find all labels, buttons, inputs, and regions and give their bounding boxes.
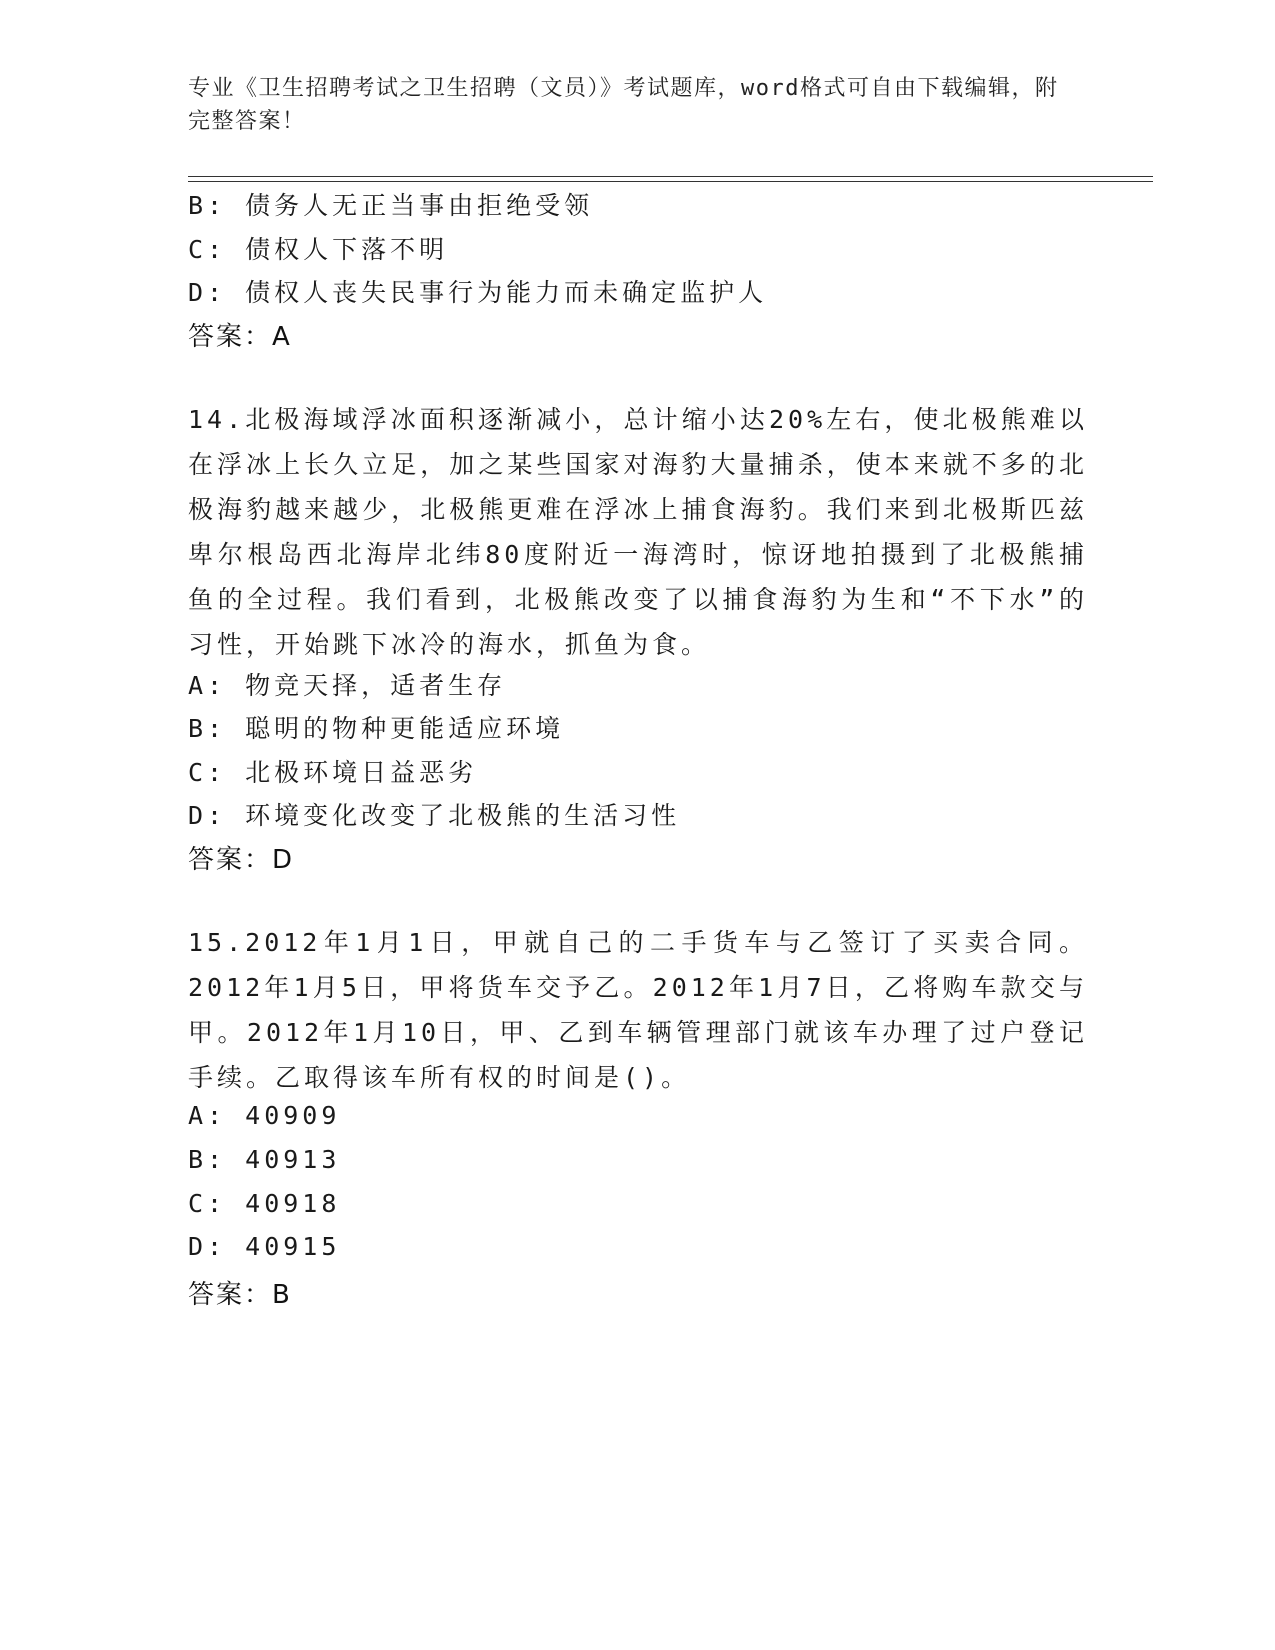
header-divider-top xyxy=(188,176,1153,177)
q15-option-c: C: 40918 xyxy=(188,1189,341,1218)
q15-stem: 15.2012年1月1日，甲就自己的二手货车与乙签订了买卖合同。2012年1月5日，甲将货车交予乙。2012年1月7日，乙将购车款交与甲。2012年1月10日，甲、乙到车辆管理部门就该车办理了过户登记手续。乙取得该车所有权的时间是()。 xyxy=(188,928,1088,1092)
q15-answer: 答案：B xyxy=(188,1280,292,1310)
q14-option-d: D: 环境变化改变了北极熊的生活习性 xyxy=(188,801,681,830)
q13-option-c: C: 债权人下落不明 xyxy=(188,235,449,264)
q15-option-d: D: 40915 xyxy=(188,1232,341,1261)
q15-option-b: B: 40913 xyxy=(188,1145,341,1174)
document-header: 专业《卫生招聘考试之卫生招聘（文员）》考试题库，word格式可自由下载编辑，附完整答案！ xyxy=(188,76,1059,134)
q14-stem: 14.北极海域浮冰面积逐渐减小，总计缩小达20%左右，使北极熊难以在浮冰上长久立足，加之某些国家对海豹大量捕杀，使本来就不多的北极海豹越来越少，北极熊更难在浮冰上捕食海豹。我们来到北极斯匹兹卑尔根岛西北海岸北纬80度附近一海湾时，惊讶地拍摄到了北极熊捕鱼的全过程。我们看到，北极熊改变了以捕食海豹为生和“不下水”的习性，开始跳下冰冷的海水，抓鱼为食。 xyxy=(188,405,1088,659)
q15-option-a: A: 40909 xyxy=(188,1101,341,1130)
q13-option-d: D: 债权人丧失民事行为能力而未确定监护人 xyxy=(188,278,768,307)
q14-option-c: C: 北极环境日益恶劣 xyxy=(188,758,478,787)
q14-option-a: A: 物竞天择，适者生存 xyxy=(188,671,507,700)
q13-answer: 答案：A xyxy=(188,322,292,352)
q14-option-b: B: 聪明的物种更能适应环境 xyxy=(188,714,565,743)
header-divider-bottom xyxy=(188,181,1153,182)
q13-option-b: B: 债务人无正当事由拒绝受领 xyxy=(188,191,594,220)
q14-answer: 答案：D xyxy=(188,845,295,875)
